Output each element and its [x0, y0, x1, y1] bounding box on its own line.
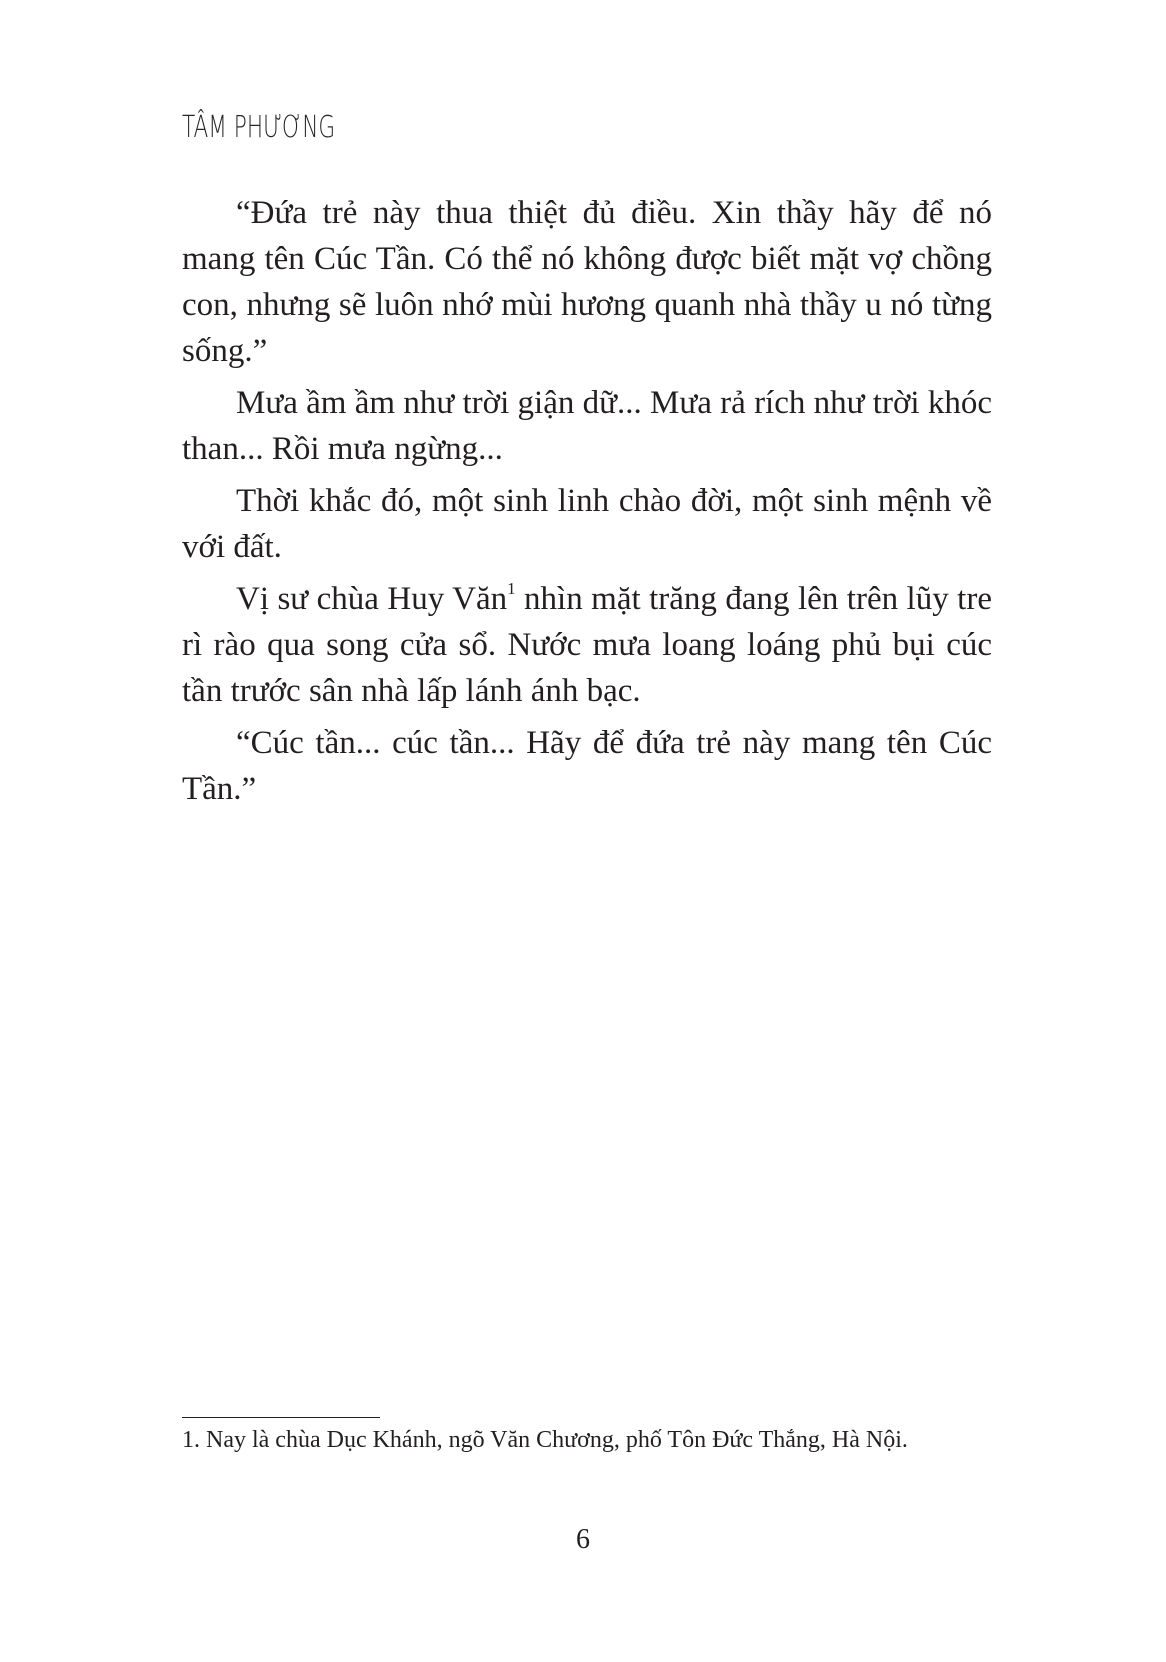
page-number: 6 [576, 1524, 590, 1555]
running-header: TÂM PHƯƠNG [182, 110, 336, 145]
paragraph-4-after: nhìn mặt trăng đang lên trên lũy tre rì rào qua song cửa sổ. Nước mưa loang loáng phủ bụi cúc tần trước sân nhà lấp lánh ánh bạc. [182, 581, 992, 709]
footnote-divider [182, 1417, 380, 1418]
paragraph-2: Mưa ầm ầm như trời giận dữ... Mưa rả rích như trời khóc than... Rồi mưa ngừng... [182, 385, 992, 467]
footnote: 1. Nay là chùa Dục Khánh, ngõ Văn Chương, phố Tôn Đức Thắng, Hà Nội. [182, 1427, 908, 1453]
paragraph-3: Thời khắc đó, một sinh linh chào đời, một sinh mệnh về với đất. [182, 483, 992, 565]
paragraph-5: “Cúc tần... cúc tần... Hãy để đứa trẻ này mang tên Cúc Tần.” [182, 725, 992, 807]
body-text [182, 190, 992, 818]
paragraph-1: “Đứa trẻ này thua thiệt đủ điều. Xin thầy hãy để nó mang tên Cúc Tần. Có thể nó không được biết mặt vợ chồng con, nhưng sẽ luôn nhớ mùi hương quanh nhà thầy u nó từng sống.” [182, 195, 992, 369]
footnote-reference: 1 [507, 579, 516, 598]
paragraph-4 [182, 576, 992, 714]
paragraph-4-before: Vị sư chùa Huy Văn [236, 581, 508, 617]
